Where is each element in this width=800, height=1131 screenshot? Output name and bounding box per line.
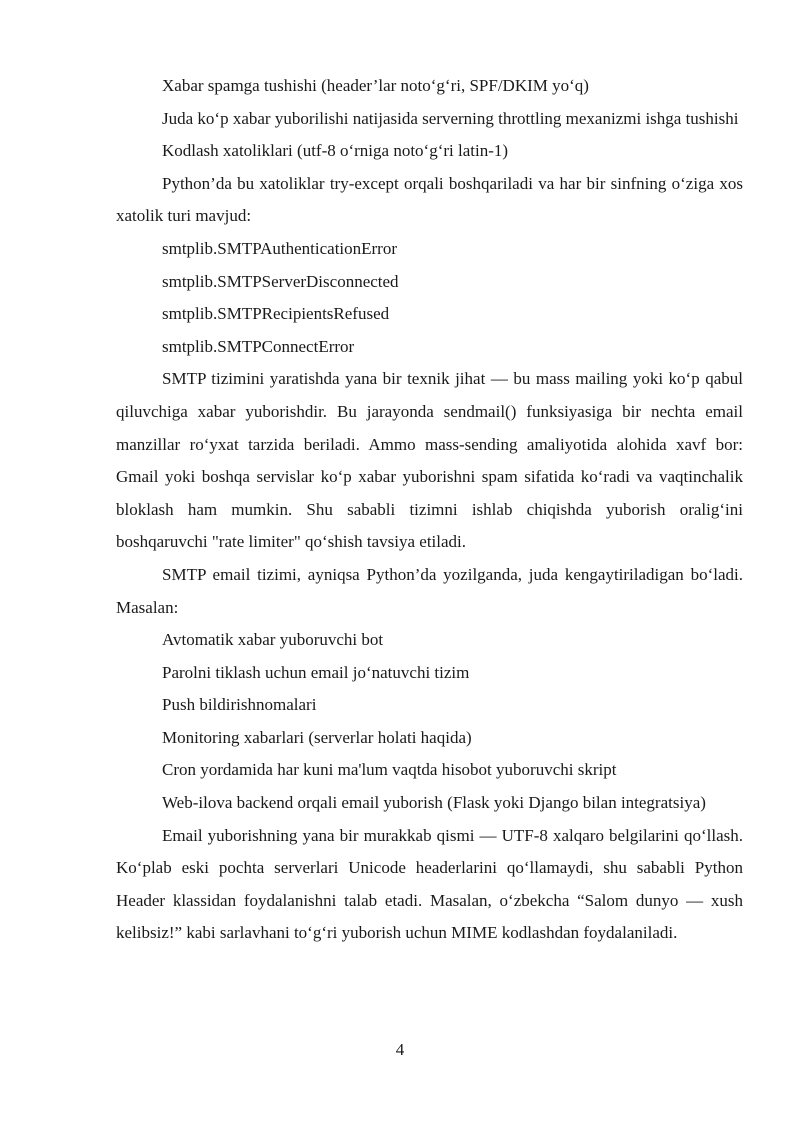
list-item: Avtomatik xabar yuboruvchi bot [162, 630, 384, 650]
page-number: 4 [395, 1040, 405, 1059]
paragraph: Email yuborishning yana bir murakkab qismi — UTF-8 xalqaro belgilarini qo‘llash. Ko‘plab eski pochta serverlari Unicode headerlarini qo‘llamaydi, shu sababli Python Header klassidan foydalanishni talab etadi. Masalan, o‘zbekcha “Salom dunyo — xush kelibsiz!” kabi sarlavhani to‘g‘ri yuborish uchun MIME kodlashdan foydalaniladi. [116, 825, 743, 943]
list-item: smtplib.SMTPAuthenticationError [162, 238, 398, 258]
list-item: smtplib.SMTPRecipientsRefused [162, 304, 390, 324]
list-item: Cron yordamida har kuni ma'lum vaqtda hisobot yuboruvchi skript [162, 760, 617, 780]
paragraph: SMTP tizimini yaratishda yana bir texnik jihat — bu mass mailing yoki ko‘p qabul qiluvchiga xabar yuborishdir. Bu jarayonda sendmail() funksiyasiga bir nechta email manzillar ro‘yxat tarzida beriladi. Ammo mass-sending amaliyotida alohida xavf bor: Gmail yoki boshqa servislar ko‘p xabar yuborishni spam sifatida ko‘radi va vaqtinchalik bloklash ham mumkin. Shu sababli tizimni ishlab chiqishda yuborish oralig‘ini boshqaruvchi "rate limiter" qo‘shish tavsiya etiladi. [116, 369, 743, 552]
list-item: smtplib.SMTPServerDisconnected [162, 271, 399, 291]
list-item: smtplib.SMTPConnectError [162, 336, 355, 356]
list-item: Xabar spamga tushishi (header’lar noto‘g‘ri, SPF/DKIM yo‘q) [162, 76, 589, 95]
page-body [116, 70, 743, 950]
list-item: Monitoring xabarlari (serverlar holati haqida) [162, 727, 472, 747]
paragraph: SMTP email tizimi, ayniqsa Python’da yozilganda, juda kengaytiriladigan bo‘ladi. Masalan: [116, 564, 743, 617]
paragraph: Web-ilova backend orqali email yuborish (Flask yoki Django bilan integratsiya) [162, 793, 706, 813]
list-item: Push bildirishnomalari [162, 695, 317, 715]
list-item: Parolni tiklash uchun email jo‘natuvchi tizim [162, 662, 470, 682]
list-item: Kodlash xatoliklari (utf-8 o‘rniga noto‘g‘ri latin-1) [162, 141, 509, 161]
paragraph: Juda ko‘p xabar yuborilishi natijasida serverning throttling mexanizmi ishga tushishi [162, 108, 739, 128]
paragraph: Python’da bu xatoliklar try-except orqali boshqariladi va har bir sinfning o‘ziga xos xatolik turi mavjud: [116, 173, 743, 226]
